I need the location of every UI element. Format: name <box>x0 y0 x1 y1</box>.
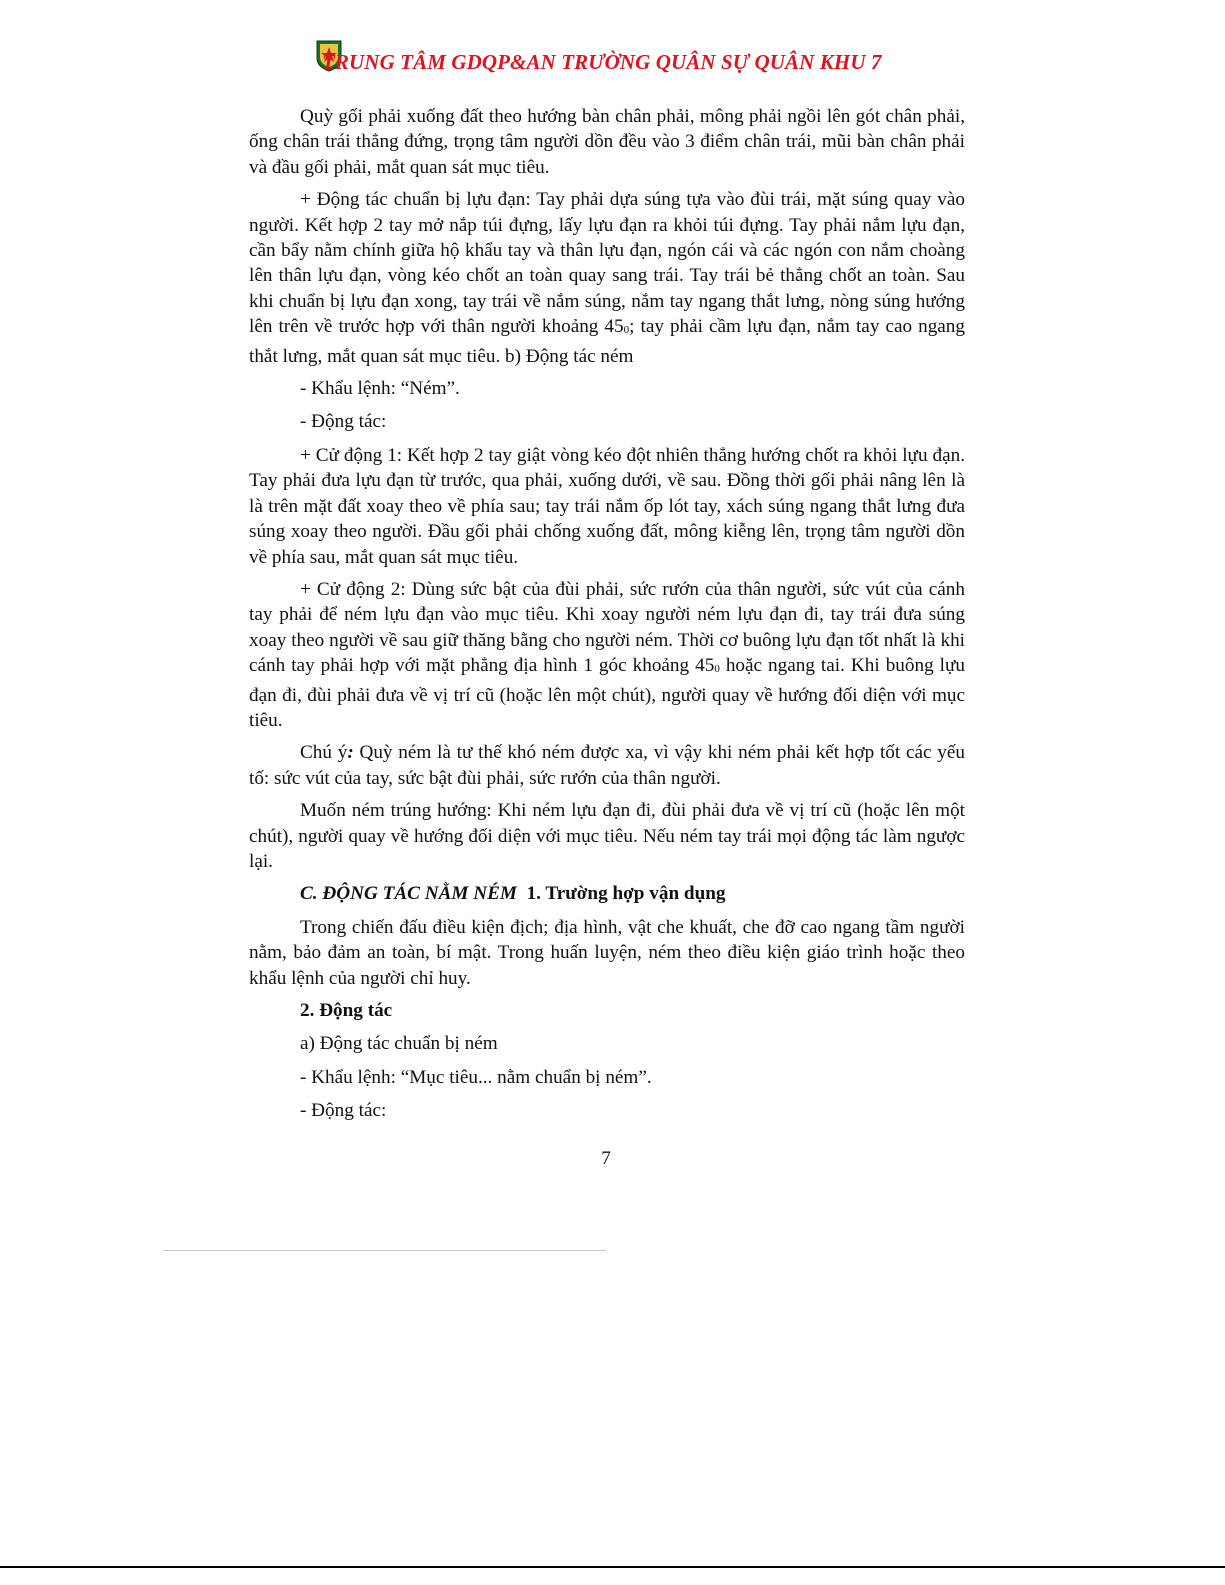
page-number: 7 <box>601 1148 611 1169</box>
paragraph-text: Quỳ ném là tư thế khó ném được xa, vì vậy khi ném phải kết hợp tốt các yếu tố: sức vút của tay, sức bật đùi phải, sức rướn của thân người. <box>249 742 965 789</box>
paragraph-text: + Cử động 2: Dùng sức bật của đùi phải, sức rướn của thân người, sức vút của cánh tay phải để ném lựu đạn vào mục tiêu. Khi xoay người ném lựu đạn đi, tay trái đưa súng xoay theo người về sau giữ thăng bằng cho người ném. Thời cơ buông lựu đạn tốt nhất là khi cánh tay phải hợp với mặt phẳng địa hình 1 góc khoảng 45 <box>249 578 965 677</box>
action-label: - Động tác: <box>300 1100 387 1122</box>
header-title: TRUNG TÂM GDQP&AN TRƯỜNG QUÂN SỰ QUÂN KHU 7 <box>322 50 882 74</box>
note-colon: : <box>347 742 354 764</box>
degree-subscript: 0 <box>623 324 630 337</box>
paragraph-text: ; tay phải cầm lựu đạn, nắm tay cao ngang thắt lưng, mắt quan sát mục tiêu. b) Động tác ném <box>249 316 965 367</box>
page-header <box>316 38 916 78</box>
footnote-divider <box>163 1250 606 1251</box>
subheading-prepare-throw: a) Động tác chuẩn bị ném <box>300 1033 498 1055</box>
document-body <box>249 104 965 1132</box>
paragraph-text: + Động tác chuẩn bị lựu đạn: Tay phải dựa súng tựa vào đùi trái, mặt súng quay vào người. Kết hợp 2 tay mở nắp túi đựng, lấy lựu đạn ra khỏi túi đựng. Tay phải nắm lựu đạn, cần bẩy nằm chính giữa hộ khẩu tay và thân lựu đạn, ngón cái và các ngón con nắm choàng lên thân lựu đạn, vòng kéo chốt an toàn quay sang trái. Tay trái bẻ thẳng chốt an toàn. Sau khi chuẩn bị lựu đạn xong, tay trái về nắm súng, nắm tay ngang thắt lưng, nòng súng hướng lên trên về trước hợp với thân người khoảng 45 <box>249 189 965 338</box>
paragraph-movement-2 <box>249 577 965 733</box>
heading-application: 1. Trường hợp vận dụng <box>526 883 726 905</box>
heading-c-title: C. ĐỘNG TÁC NẰM NÉM <box>300 883 517 905</box>
paragraph-text: hoặc ngang tai. Khi buông lựu đạn đi, đùi phải đưa về vị trí cũ (hoặc lên một chút), người quay về hướng đối diện với mục tiêu. <box>249 655 965 731</box>
command-lie-prepare: - Khẩu lệnh: “Mục tiêu... nằm chuẩn bị ném”. <box>300 1066 652 1088</box>
paragraph-aim-direction: Muốn ném trúng hướng: Khi ném lựu đạn đi, đùi phải đưa về vị trí cũ (hoặc lên một chút), người quay về hướng đối diện với mục tiêu. Nếu ném tay trái mọi động tác làm ngược lại. <box>249 800 965 872</box>
page-bottom-divider <box>0 1566 1225 1568</box>
paragraph-prepare-grenade <box>249 187 965 369</box>
degree-subscript: 0 <box>714 663 720 676</box>
note-label: Chú ý <box>300 742 348 764</box>
paragraph-note <box>249 740 965 791</box>
action-label: - Động tác: <box>300 411 387 433</box>
command-throw: - Khẩu lệnh: “Ném”. <box>300 378 460 400</box>
heading-action: 2. Động tác <box>300 1000 393 1021</box>
paragraph-kneel-posture: Quỳ gối phải xuống đất theo hướng bàn chân phải, mông phải ngồi lên gót chân phải, ống chân trái thẳng đứng, trọng tâm người dồn đều vào 3 điểm chân trái, mũi bàn chân phải và đầu gối phải, mắt quan sát mục tiêu. <box>249 106 965 178</box>
paragraph-application: Trong chiến đấu điều kiện địch; địa hình, vật che khuất, che đỡ cao ngang tầm người nằm, bảo đảm an toàn, bí mật. Trong huấn luyện, ném theo điều kiện giáo trình hoặc theo khẩu lệnh của người chỉ huy. <box>249 916 965 989</box>
paragraph-movement-1: + Cử động 1: Kết hợp 2 tay giật vòng kéo đột nhiên thẳng hướng chốt ra khỏi lựu đạn. Tay phải đưa lựu đạn từ trước, qua phải, xuống dưới, về sau. Đồng thời gối phải nâng lên là là trên mặt đất xoay theo về phía sau; tay trái nắm ốp lót tay, xách súng ngang thắt lưng đưa súng xoay theo người. Đầu gối phải chống xuống đất, mông kiễng lên, trọng tâm người dồn về phía sau, mắt quan sát mục tiêu. <box>249 444 965 568</box>
section-heading-c <box>249 881 965 906</box>
